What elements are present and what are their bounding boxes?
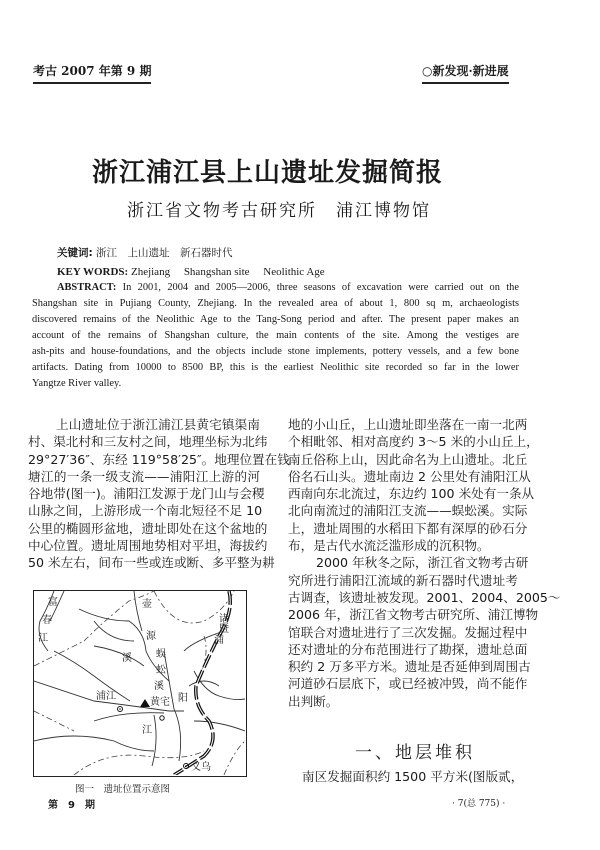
body-line: 塘江的一条一级支流——浦阳江上游的河 [28,468,260,484]
body-line: 究所进行浦阳江流域的新石器时代遗址考 [288,572,518,588]
abstract-line [57,280,519,296]
abstract-label: ABSTRACT: [57,282,117,293]
body-line: 地的小山丘，上山遗址即坐落在一南一北两 [288,417,528,432]
map-label-fuchun: 春 [42,615,52,626]
body-line: 出判断。 [288,693,339,709]
abstract-line: Shangshan site in Pujiang County, Zhejiang. In the revealed area of about 1, 800 sq m, archaeologists [32,298,519,309]
map-label-wugong: 溪 [154,681,164,692]
journal-issue-header: 考古 2007 年第 9 期 [33,62,151,84]
map-label-wugong: 蚣 [156,665,166,676]
body-line: 布，是古代水流泛滥形成的沉积物。 [288,538,490,554]
body-line: 俗名石山头。遗址南边 2 公里处有浦阳江从 [288,468,531,484]
map-label-zhuji: 诸暨 [216,613,228,633]
map-label-pujiang: 浦江 [96,691,116,702]
body-line: 山脉之间，上游形成一个南北短径不足 10 [28,503,263,519]
body-line: 还对遗址的分布范围进行了勘探，遗址总面 [288,641,528,657]
abstract-line: ash-pits and house-foundations, and the objects include stone implements, pottery vessels, and a few bone [32,346,519,357]
body-line: 河道砂石层底下，或已经被冲毁，尚不能作 [288,676,528,692]
keywords-en-label: KEY WORDS: [57,266,129,278]
footer-page-number: · 7(总 775) · [452,799,506,809]
body-column-right-continued [288,768,524,785]
abstract-line: discovered remains of the Neolithic Age to the Tang-Song period and after. The present paper makes an [32,314,519,325]
body-line: 上山遗址位于浙江浦江县黄宅镇渠南 [56,417,260,432]
map-drawing [34,591,245,775]
keywords-en [57,263,325,279]
huangzhai-town-icon [160,716,164,720]
map-label-yiwu: 义乌 [191,762,211,773]
section-heading: 一、地层堆积 [355,743,475,763]
body-line: 中心位置。遗址周围地势相对平坦，海拔约 [28,538,268,554]
map-label-puyang: 阳 [178,693,188,704]
map-label-huyuan: 溪 [122,653,132,664]
body-line: 2006 年，浙江省文物考古研究所、浦江博物 [288,607,539,623]
map-label-puyang: 江 [142,725,152,736]
body-line: 积约 2 万多平方米。遗址是否延伸到周围古 [288,659,531,675]
abstract-text: In 2001, 2004 and 2005—2006, three seasons of excavation were carried out on the [122,282,519,293]
body-line: 公里的椭圆形盆地，遗址即处在这个盆地的 [28,520,268,536]
body-line: 南区发掘面积约 1500 平方米(图版贰， [302,769,524,784]
body-column-right [288,416,561,710]
keywords-cn-value: 浙江 上山遗址 新石器时代 [96,247,233,259]
body-line: 个相毗邻、相对高度约 3～5 米的小山丘上， [288,434,539,450]
map-label-puyang: 浦 [214,635,224,646]
body-line: 2000 年秋冬之际，浙江省文物考古研 [316,555,529,571]
site-marker-icon [140,699,150,707]
body-column-left [28,416,290,572]
map-label-fuchun: 江 [38,633,48,644]
keywords-cn [57,245,233,260]
map-label-fuchun: 富 [48,597,58,608]
body-line: 古调查，该遗址被发现。2001、2004、2005～ [288,589,561,605]
figure-caption: 图一 遗址位置示意图 [75,784,171,795]
body-line: 50 米左右，间布一些或连或断、多平整为耕 [28,555,275,571]
map-label-huyuan: 源 [146,631,156,642]
map-label-wugong: 蜈 [156,649,166,660]
article-authors: 浙江省文物考古研究所 浦江博物馆 [127,201,431,221]
map-label-huangzhai: 黄宅 [150,697,170,708]
keywords-en-value: Zhejiang Shangshan site Neolithic Age [130,266,325,278]
body-line: 北向南流过的浦阳江支流——蜈蚣溪。实际 [288,503,528,519]
map-label-huyuan: 壶 [142,599,152,610]
body-line: 谷地带(图一)。浦阳江发源于龙门山与会稷 [28,486,265,502]
site-location-map [33,590,247,777]
body-line: 西南向东北流过，东边约 100 米处有一条从 [288,486,535,502]
abstract-line: artifacts. Dating from 10000 to 8500 BP, this is the earliest Neolithic site recorded so far in the lower [32,362,519,373]
body-line: 村、渠北村和三友村之间，地理坐标为北纬 [28,434,268,450]
keywords-cn-label: 关键词: [57,247,93,259]
abstract-line: account of the remains of Shangshan culture, the main contents of the site. Among the vestiges are [32,330,519,341]
body-line: 29°27′36″、东经 119°58′25″。地理位置在钱 [28,451,290,467]
body-line: 南丘俗称上山，因此命名为上山遗址。北丘 [288,451,528,467]
body-line: 上，遗址周围的水稻田下都有深厚的砂石分 [288,520,528,536]
footer-issue: 第 9 期 [48,800,95,811]
abstract-line: Yangtze River valley. [32,378,122,389]
body-line: 馆联合对遗址进行了三次发掘。发掘过程中 [288,624,528,640]
article-title: 浙江浦江县上山遗址发掘简报 [92,158,442,188]
section-header: ○新发现·新进展 [422,62,509,84]
